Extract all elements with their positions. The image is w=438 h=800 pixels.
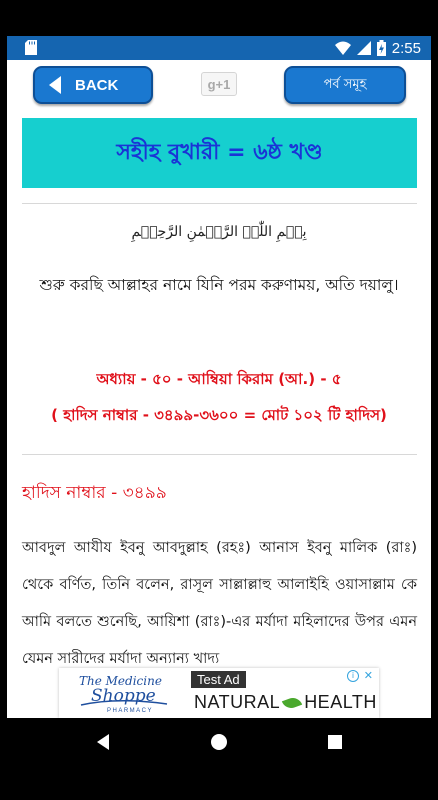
toolbar (7, 60, 431, 118)
chapters-button[interactable]: পর্ব সমূহ (284, 66, 406, 104)
hadith-range: ( হাদিস নাম্বার - ৩৪৯৯-৩৬০০ = মোট ১০২ টি হাদিস) (51, 406, 387, 424)
google-plus-one-button[interactable]: g+1 (201, 72, 237, 96)
ad-info-icon[interactable]: i (347, 670, 359, 682)
nav-recents-button[interactable] (305, 718, 365, 766)
ad-close-icon[interactable]: ✕ (363, 669, 373, 682)
bismillah-text: بِسۡمِ اللّٰہِ الرَّحۡمٰنِ الرَّحِیۡمِ (131, 224, 307, 240)
navigation-bar (7, 718, 431, 766)
intro-text: শুরু করছি আল্লাহর নামে যিনি পরম করুণাময়, অতি দয়ালু। (39, 276, 399, 294)
wifi-icon (335, 41, 351, 55)
test-ad-label: Test Ad (191, 671, 246, 688)
ad-brand-part2: HEALTH (304, 692, 377, 712)
sd-card-icon (25, 40, 37, 55)
chapter-info: অধ্যায় - ৫০ - আম্বিয়া কিরাম (আ.) - ৫ (96, 370, 342, 388)
title-banner (22, 118, 417, 188)
ad-brand (194, 692, 377, 713)
hadith-number: হাদিস নাম্বার - ৩৪৯৯ (22, 483, 167, 503)
battery-icon (377, 40, 386, 56)
status-time: 2:55 (391, 39, 421, 57)
svg-text:PHARMACY: PHARMACY (107, 708, 154, 714)
app-screen (7, 36, 431, 766)
back-button[interactable] (33, 66, 153, 104)
ad-brand-part1: NATURAL (194, 692, 281, 712)
back-arrow-icon (49, 76, 61, 94)
signal-icon (357, 41, 371, 55)
svg-text:Shoppe: Shoppe (91, 686, 156, 706)
nav-home-button[interactable] (189, 718, 249, 766)
nav-back-icon (95, 733, 111, 751)
status-bar (7, 36, 431, 60)
nav-back-button[interactable] (73, 718, 133, 766)
svg-text:The Medicine: The Medicine (79, 674, 162, 688)
nav-recents-icon (327, 734, 343, 750)
leaf-icon (282, 695, 302, 711)
divider-top (22, 203, 417, 204)
nav-home-icon (210, 733, 228, 751)
page-title: সহীহ বুখারী = ৬ষ্ঠ খণ্ড (116, 139, 323, 165)
divider-middle (22, 454, 417, 455)
hadith-text: আবদুল আযীয ইবনু আবদুল্লাহ (রহঃ) আনাস ইবনু মালিক (রাঃ) থেকে বর্ণিত, তিনি বলেন, রাসূল সাল্লাল্লাহু আলাইহি ওয়াসাল্লাম কে আমি বলতে শুনেছি, আয়িশা (রাঃ)-এর মর্যাদা মহিলাদের উপর এমন যেমন সারীদের মর্যাদা অন্যান্য খাদ্য (22, 540, 417, 667)
ad-banner[interactable] (59, 668, 379, 718)
back-button-label: BACK (75, 76, 119, 94)
medicine-shoppe-logo (77, 671, 177, 715)
